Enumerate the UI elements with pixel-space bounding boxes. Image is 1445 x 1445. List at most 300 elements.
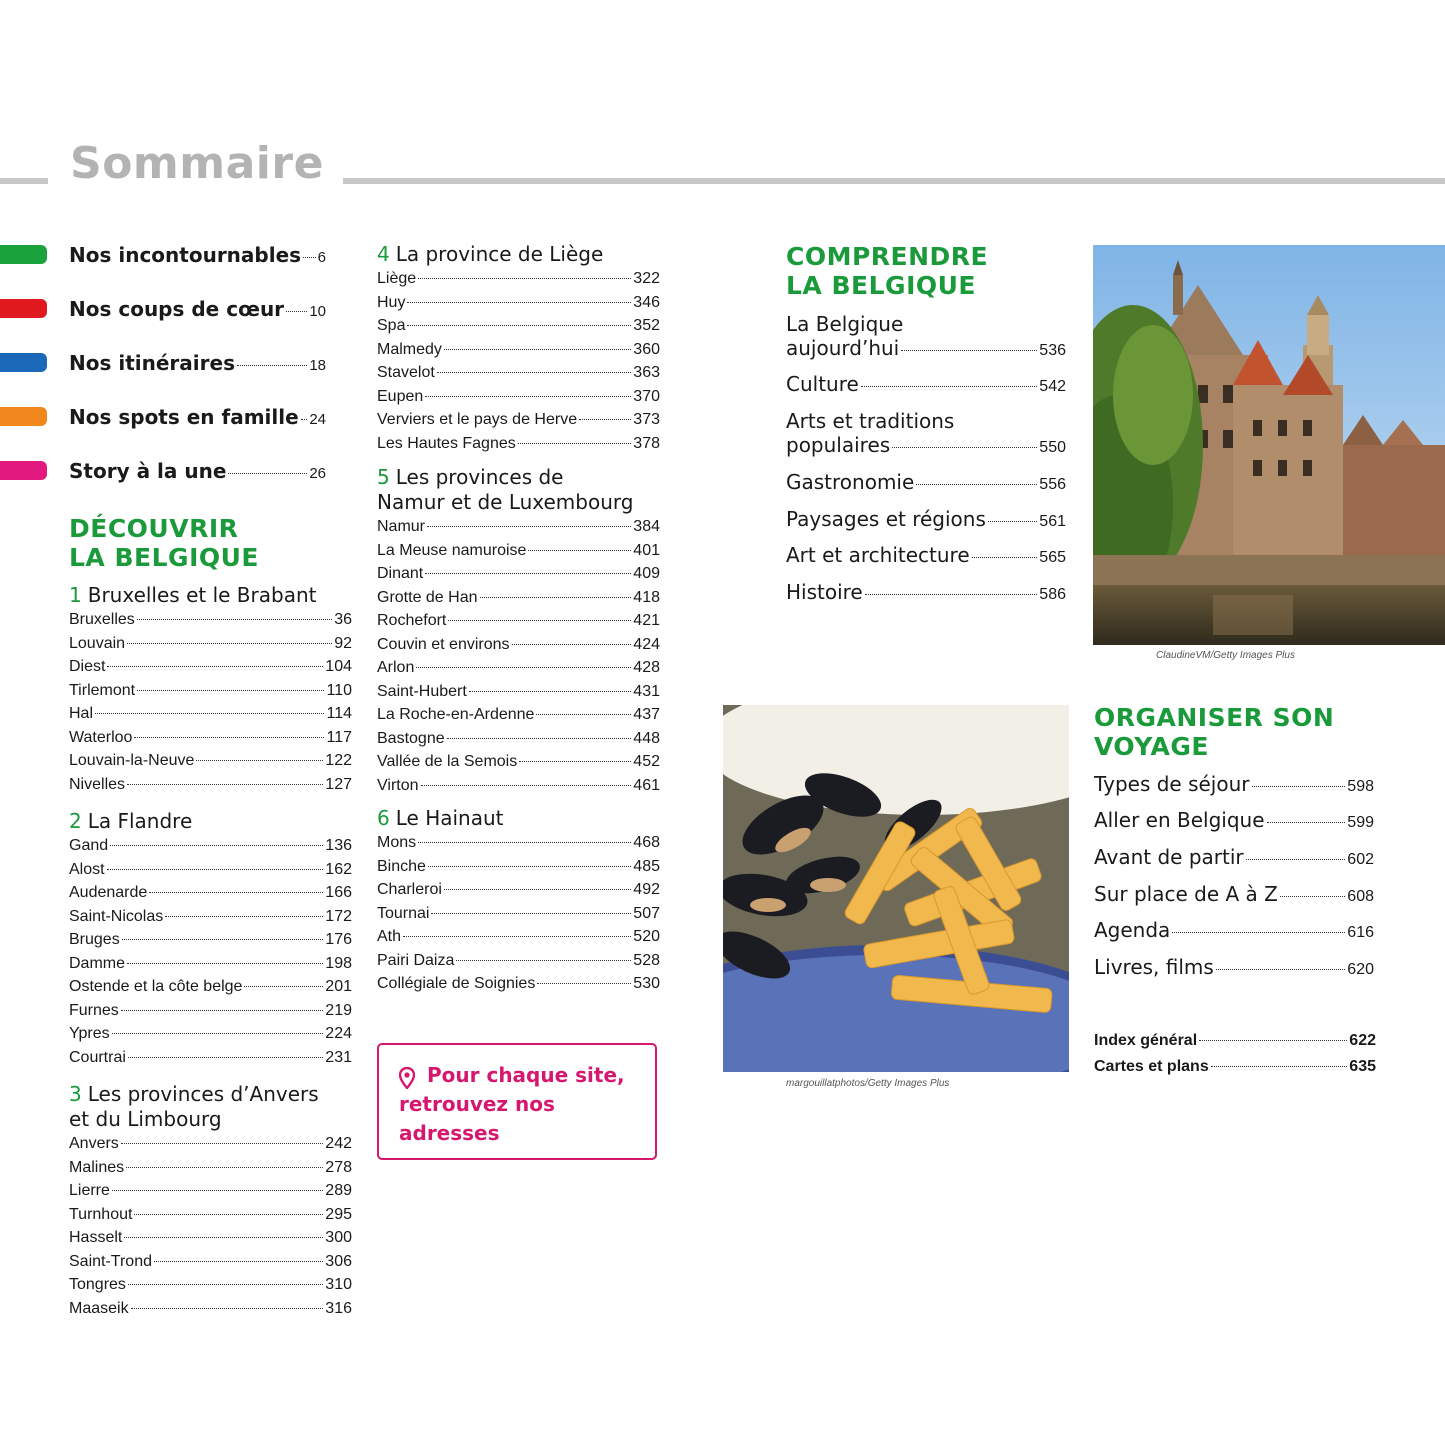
toc-entry[interactable] [69,726,352,750]
toc-entry-page: 166 [325,884,352,901]
toc-entry[interactable] [377,750,660,774]
dot-leader [196,760,323,761]
toc-entry-page: 363 [633,364,660,381]
dot-leader [421,785,632,786]
toc-entry[interactable] [69,928,352,952]
toc-entry-label: Culture [786,372,859,396]
dot-leader [134,1214,323,1215]
addresses-info-box [377,1043,657,1160]
toc-entry[interactable] [377,902,660,926]
toc-entry[interactable] [377,586,660,610]
chapter-4 [377,242,660,455]
toc-entry[interactable] [1094,845,1374,872]
toc-entry-label: Art et architecture [786,543,970,567]
highlight-label: Nos itinéraires [69,351,235,375]
dot-leader [447,738,632,739]
comprendre-entry[interactable] [786,372,1066,399]
toc-entry-label: Saint-Trond [69,1252,152,1270]
toc-entry-label: Paysages et régions [786,507,986,531]
toc-entry-page: 224 [325,1025,352,1042]
toc-entry-label: Ostende et la côte belge [69,978,243,995]
toc-entry[interactable] [69,834,352,858]
toc-entry-page: 92 [334,634,352,652]
toc-entry[interactable] [69,1046,352,1070]
toc-entry-page: 421 [633,612,660,629]
dot-leader [418,842,631,843]
toc-entry-label: Audenarde [69,884,148,901]
highlight-label: Nos coups de cœur [69,297,285,321]
toc-entry[interactable] [377,727,660,751]
toc-entry[interactable] [377,562,660,586]
dot-leader [107,666,323,667]
toc-entry[interactable] [377,774,660,798]
dot-leader [865,594,1038,595]
dot-leader [972,557,1038,558]
dot-leader [403,936,631,937]
dot-leader [579,419,631,420]
dot-leader [444,889,631,890]
toc-entry[interactable] [69,952,352,976]
dot-leader [149,892,323,893]
toc-entry-page: 437 [633,706,660,723]
toc-entry-page: 556 [1039,476,1066,493]
dot-leader [244,986,323,987]
dot-leader [112,1190,323,1191]
page-title: Sommaire [70,138,324,189]
dot-leader [122,939,324,940]
comprendre-entry-label: Arts et traditions [786,409,955,433]
dot-leader [407,325,631,326]
bruges-canal-image [1093,245,1445,645]
toc-entry-page: 346 [633,293,660,311]
organiser-entry[interactable] [1094,845,1374,872]
dot-leader [127,963,323,964]
highlight-color-bar [0,461,47,480]
dot-leader [154,1261,323,1262]
comprendre-entry[interactable] [786,507,1066,534]
dot-leader [512,644,632,645]
toc-entry[interactable] [69,1179,352,1203]
toc-entry[interactable] [377,338,660,362]
dot-leader [407,302,631,303]
toc-entry[interactable] [1094,808,1374,835]
toc-entry-page: 565 [1039,549,1066,566]
toc-entry-label: Alost [69,860,105,878]
toc-entry-page: 492 [633,881,660,898]
dot-leader [1280,896,1345,897]
dot-leader [137,619,332,620]
toc-entry-page: 401 [633,541,660,559]
toc-entry[interactable] [377,878,660,902]
toc-entry-label: Pairi Daiza [377,951,455,969]
highlight-page: 6 [317,249,326,266]
dot-leader [1252,786,1346,787]
toc-entry-label: Damme [69,954,126,972]
toc-entry-page: 598 [1347,778,1374,795]
toc-entry[interactable] [69,881,352,905]
dot-leader [518,443,632,444]
toc-entry-label: Courtrai [69,1048,126,1066]
toc-entry-label: Types de séjour [1094,772,1250,796]
toc-entry[interactable] [377,539,660,563]
toc-entry[interactable] [786,336,1066,363]
toc-entry-page: 127 [325,775,352,793]
toc-entry[interactable] [377,267,660,291]
chapter-6 [377,806,660,996]
toc-entry-label: Hasselt [69,1229,123,1246]
toc-entry-label: Binche [377,857,426,875]
dot-leader [480,597,632,598]
toc-entry[interactable] [377,925,660,949]
dot-leader [112,1033,324,1034]
toc-entry[interactable] [1094,1058,1376,1076]
toc-entry[interactable] [69,1132,352,1156]
toc-entry-page: 198 [325,954,352,972]
toc-entry-page: 36 [334,611,352,628]
chapter-heading[interactable]: 4 La province de Liège [377,242,604,266]
dot-leader [134,737,324,738]
toc-entry[interactable] [377,972,660,996]
dot-leader [131,1308,324,1309]
toc-entry-page: 622 [1349,1032,1376,1049]
toc-entry-label: La Meuse namuroise [377,541,527,559]
organiser-entry[interactable] [1094,772,1374,799]
toc-entry-page: 300 [325,1229,352,1246]
dot-leader [418,278,631,279]
toc-entry-page: 114 [326,705,352,722]
highlight-color-bar [0,407,47,426]
dot-leader [988,521,1037,522]
toc-entry[interactable] [377,703,660,727]
toc-entry[interactable] [69,749,352,773]
toc-entry-label: Couvin et environs [377,635,510,653]
toc-entry-page: 110 [326,681,352,699]
toc-entry-label: Anvers [69,1135,119,1152]
toc-entry[interactable] [377,408,660,432]
highlight-page: 24 [309,411,326,428]
toc-entry[interactable] [377,385,660,409]
dot-leader [456,960,631,961]
toc-entry-label: Saint-Nicolas [69,907,164,925]
toc-entry-page: 278 [325,1158,352,1176]
mussels-photo [723,705,1069,1072]
toc-entry[interactable] [1094,955,1374,982]
toc-entry-label: Verviers et le pays de Herve [377,411,578,428]
toc-entry-label: Aller en Belgique [1094,808,1265,832]
toc-entry-page: 561 [1039,513,1066,530]
toc-entry-page: 162 [325,860,352,878]
toc-entry-label: Charleroi [377,881,442,898]
toc-entry-page: 461 [633,776,660,794]
info-box-text: Pour chaque site, retrouvez nos adresses [399,1063,625,1145]
highlight-color-bar [0,245,47,264]
toc-entry[interactable] [69,1022,352,1046]
toc-entry[interactable] [377,515,660,539]
toc-entry[interactable] [377,855,660,879]
toc-entry-page: 599 [1347,814,1374,831]
chapter-5 [377,465,660,797]
toc-entry-label: Sur place de A à Z [1094,882,1278,906]
dot-leader [1246,859,1346,860]
toc-entry[interactable] [69,1297,352,1321]
toc-entry[interactable] [1094,882,1374,909]
toc-entry-page: 176 [325,931,352,948]
toc-entry-label: Louvain [69,634,126,652]
toc-entry-page: 122 [325,752,352,769]
toc-entry[interactable] [69,999,352,1023]
toc-entry[interactable] [1094,918,1374,945]
toc-entry-label: Maaseik [69,1299,129,1317]
toc-entry-label: Spa [377,317,406,334]
toc-entry-page: 117 [326,728,352,746]
toc-entry[interactable] [377,291,660,315]
section-heading-organiser: ORGANISER SON VOYAGE [1094,703,1335,761]
toc-entry-label: Tirlemont [69,681,136,699]
highlight-color-bar [0,299,47,318]
highlight-page: 18 [309,357,326,374]
index-entry[interactable] [1094,1058,1376,1076]
toc-entry[interactable] [1094,772,1374,799]
toc-entry[interactable] [69,1273,352,1297]
toc-entry-label: Bruxelles [69,611,135,628]
toc-entry-label: Hal [69,705,94,722]
title-rule-right [343,178,1445,184]
toc-entry-label: Bruges [69,931,120,948]
toc-entry-label: Histoire [786,580,863,604]
chapter-2 [69,809,352,1069]
toc-entry-label: Furnes [69,1001,119,1019]
dot-leader [1216,969,1345,970]
comprendre-entry[interactable] [786,580,1066,607]
toc-entry-label: Vallée de la Semois [377,753,518,770]
toc-entry[interactable] [377,609,660,633]
toc-entry[interactable] [69,975,352,999]
toc-entry[interactable] [377,656,660,680]
chapter-heading[interactable]: 3 Les provinces d’Anvers et du Limbourg [69,1082,319,1131]
toc-entry-page: 136 [325,837,352,854]
comprendre-entry[interactable] [786,470,1066,497]
dot-leader [537,983,631,984]
toc-entry-page: 310 [325,1276,352,1293]
toc-entry-page: 352 [633,317,660,334]
dot-leader [428,866,631,867]
toc-entry-label: Turnhout [69,1205,133,1223]
toc-entry[interactable] [377,949,660,973]
toc-entry[interactable] [69,858,352,882]
dot-leader [519,761,631,762]
toc-entry-label: Mons [377,834,417,851]
highlight-color-bar [0,353,47,372]
organiser-entry[interactable] [1094,808,1374,835]
organiser-entry[interactable] [1094,882,1374,909]
toc-entry-page: 242 [325,1135,352,1152]
toc-entry-page: 530 [633,975,660,992]
toc-entry-label: Les Hautes Fagnes [377,434,516,452]
toc-entry-page: 542 [1039,378,1066,395]
toc-entry-label: Ypres [69,1025,110,1042]
toc-entry-label: Agenda [1094,918,1171,942]
toc-entry-page: 520 [633,928,660,945]
comprendre-entry[interactable] [786,543,1066,570]
toc-entry-label: Cartes et plans [1094,1058,1209,1075]
toc-entry[interactable] [69,1156,352,1180]
dot-leader [425,396,631,397]
comprendre-entry[interactable] [786,312,1066,363]
chapter-1 [69,583,352,796]
dot-leader [536,714,631,715]
toc-entry-page: 452 [633,753,660,770]
organiser-entry[interactable] [1094,918,1374,945]
dot-leader [1267,822,1346,823]
section-heading-comprendre: COMPRENDRE LA BELGIQUE [786,242,989,300]
toc-entry-page: 550 [1039,439,1066,456]
dot-leader [901,350,1037,351]
toc-entry-label: aujourd’hui [786,336,900,360]
toc-entry-page: 428 [633,659,660,676]
index-entry[interactable] [1094,1032,1376,1050]
chapter-heading[interactable]: 2 La Flandre [69,809,193,833]
toc-entry[interactable] [69,679,352,703]
dot-leader [425,573,631,574]
toc-entry-label: Gastronomie [786,470,915,494]
toc-entry-page: 468 [633,834,660,851]
dot-leader [127,784,323,785]
toc-entry[interactable] [377,361,660,385]
toc-entry-label: Waterloo [69,728,133,746]
toc-entry-label: Huy [377,293,406,311]
toc-entry-label: Lierre [69,1182,110,1199]
toc-entry[interactable] [69,632,352,656]
toc-entry-label: Tournai [377,904,430,922]
toc-entry-label: Avant de partir [1094,845,1244,869]
toc-entry[interactable] [377,432,660,456]
toc-entry-label: Tongres [69,1276,126,1293]
toc-entry-page: 602 [1347,851,1374,868]
toc-entry-page: 616 [1347,924,1374,941]
dot-leader [437,372,631,373]
dot-leader [126,1167,323,1168]
toc-entry-label: Diest [69,658,106,675]
toc-entry[interactable] [69,1203,352,1227]
toc-entry-label: Bastogne [377,729,445,747]
highlight-label: Nos spots en famille [69,405,299,429]
toc-entry-page: 360 [633,340,660,358]
toc-entry-page: 586 [1039,586,1066,603]
toc-entry[interactable] [377,314,660,338]
dot-leader [427,526,631,527]
toc-entry[interactable] [377,633,660,657]
toc-entry-label: Dinant [377,565,424,582]
toc-entry[interactable] [786,507,1066,534]
toc-entry-page: 231 [325,1048,352,1066]
toc-entry[interactable] [377,680,660,704]
toc-entry-page: 370 [633,387,660,405]
toc-entry[interactable] [69,1250,352,1274]
toc-entry-page: 384 [633,518,660,535]
toc-entry[interactable] [786,543,1066,570]
toc-entry[interactable] [69,773,352,797]
toc-entry-label: Grotte de Han [377,588,478,606]
bruges-photo-caption: ClaudineVM/Getty Images Plus [1156,650,1295,661]
highlight-page: 10 [309,303,326,320]
toc-entry-page: 424 [633,635,660,653]
toc-entry-label: Malmedy [377,340,442,358]
toc-entry-page: 219 [325,1001,352,1019]
dot-leader [431,913,631,914]
dot-leader [137,690,324,691]
dot-leader [107,869,324,870]
dot-leader [892,447,1037,448]
highlight-label: Nos incontournables [69,243,302,267]
toc-entry[interactable] [786,580,1066,607]
toc-entry-label: Rochefort [377,612,447,629]
toc-entry[interactable] [69,655,352,679]
dot-leader [128,1057,323,1058]
toc-entry[interactable] [69,1226,352,1250]
toc-entry-page: 448 [633,729,660,747]
dot-leader [916,484,1037,485]
toc-entry[interactable] [1094,1032,1376,1050]
dot-leader [1211,1066,1348,1067]
dot-leader [1199,1040,1347,1041]
bruges-photo [1093,245,1445,645]
highlight-page: 26 [309,465,326,482]
toc-entry[interactable] [786,433,1066,460]
toc-entry[interactable] [69,702,352,726]
chapter-heading[interactable]: 5 Les provinces de Namur et de Luxembourg [377,465,634,514]
dot-leader [110,845,323,846]
dot-leader [165,916,323,917]
toc-entry-page: 528 [633,951,660,969]
comprendre-entry-label: La Belgique [786,312,904,336]
toc-entry-label: Eupen [377,387,424,405]
toc-entry-label: Stavelot [377,364,435,381]
comprendre-entry[interactable] [786,409,1066,460]
toc-entry-label: Saint-Hubert [377,682,467,700]
toc-entry[interactable] [69,905,352,929]
mussels-photo-caption: margouillatphotos/Getty Images Plus [786,1078,950,1089]
organiser-entry[interactable] [1094,955,1374,982]
toc-entry-page: 431 [633,682,660,700]
dot-leader [1172,932,1345,933]
toc-entry-label: Arlon [377,659,415,676]
chapter-heading[interactable]: 1 Bruxelles et le Brabant [69,583,317,607]
toc-entry-page: 507 [633,904,660,922]
toc-entry[interactable] [377,831,660,855]
toc-entry[interactable] [786,470,1066,497]
dot-leader [469,691,631,692]
toc-entry[interactable] [69,608,352,632]
section-heading-decouvrir: DÉCOUVRIR LA BELGIQUE [69,514,259,572]
title-rule-left [0,178,48,184]
toc-entry[interactable] [786,372,1066,399]
toc-entry-page: 172 [325,907,352,925]
toc-entry-label: Louvain-la-Neuve [69,752,195,769]
chapter-heading[interactable]: 6 Le Hainaut [377,806,504,830]
dot-leader [95,713,324,714]
toc-entry-label: Malines [69,1158,125,1176]
toc-entry-page: 418 [633,588,660,606]
toc-entry-label: Ath [377,928,402,945]
toc-entry-page: 409 [633,565,660,582]
dot-leader [528,550,631,551]
moules-frites-image [723,705,1069,1072]
toc-entry-label: Liège [377,270,417,287]
toc-entry-page: 289 [325,1182,352,1199]
toc-entry-label: Index général [1094,1032,1198,1049]
highlight-label: Story à la une [69,459,227,483]
toc-entry-page: 635 [1349,1058,1376,1075]
